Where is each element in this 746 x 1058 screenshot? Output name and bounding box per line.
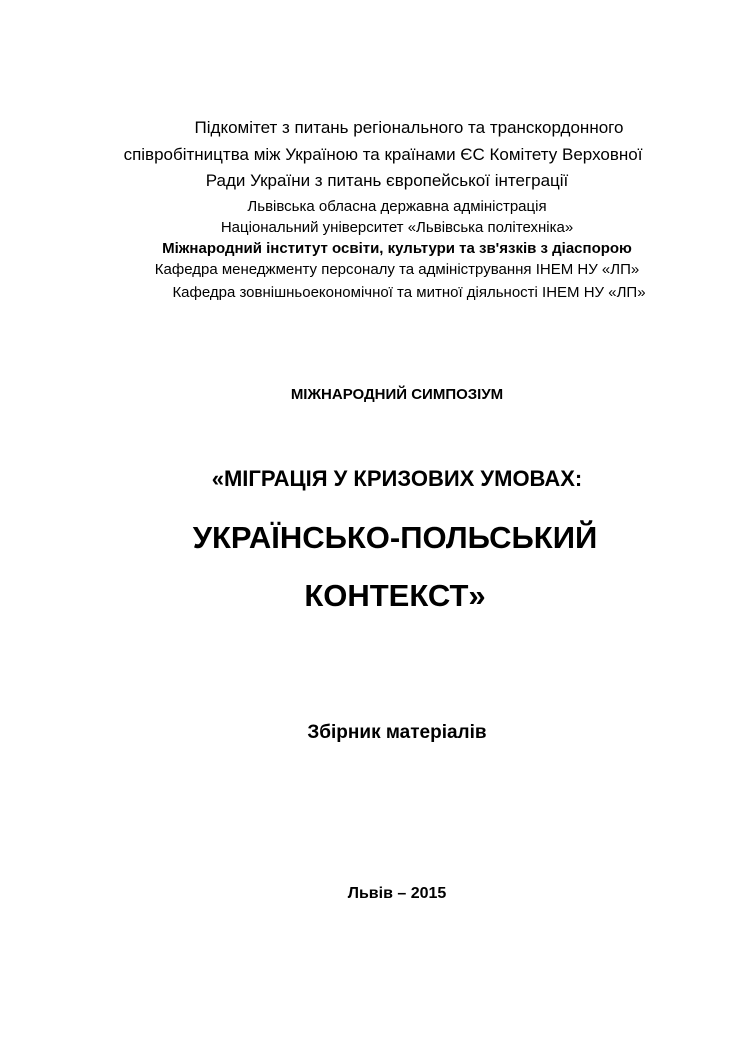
organizer-line-8: Кафедра зовнішньоекономічної та митної діяльності ІНЕМ НУ «ЛП» xyxy=(172,284,646,301)
title-line-2: УКРАЇНСЬКО-ПОЛЬСЬКИЙ xyxy=(192,520,598,555)
organizer-line-5: Національний університет «Львівська політехніка» xyxy=(220,219,574,236)
organizer-line-6: Міжнародний інститут освіти, культури та зв'язків з діаспорою xyxy=(162,240,632,257)
organizer-line-3: Ради України з питань європейської інтеграції xyxy=(205,171,569,190)
event-type: МІЖНАРОДНИЙ СИМПОЗІУМ xyxy=(290,386,504,403)
organizer-line-7: Кафедра менеджменту персоналу та адміністрування ІНЕМ НУ «ЛП» xyxy=(154,261,640,278)
collection-subtitle: Збірник матеріалів xyxy=(307,722,487,743)
organizer-line-4: Львівська обласна державна адміністрація xyxy=(247,198,547,215)
place-year: Львів – 2015 xyxy=(347,885,447,902)
organizer-line-2: співробітництва між Україною та країнами ЄС Комітету Верховної xyxy=(123,145,643,164)
title-line-3: КОНТЕКСТ» xyxy=(304,578,486,613)
organizer-line-1: Підкомітет з питань регіонального та транскордонного xyxy=(194,118,624,137)
title-line-1: «МІГРАЦІЯ У КРИЗОВИХ УМОВАХ: xyxy=(211,466,583,491)
